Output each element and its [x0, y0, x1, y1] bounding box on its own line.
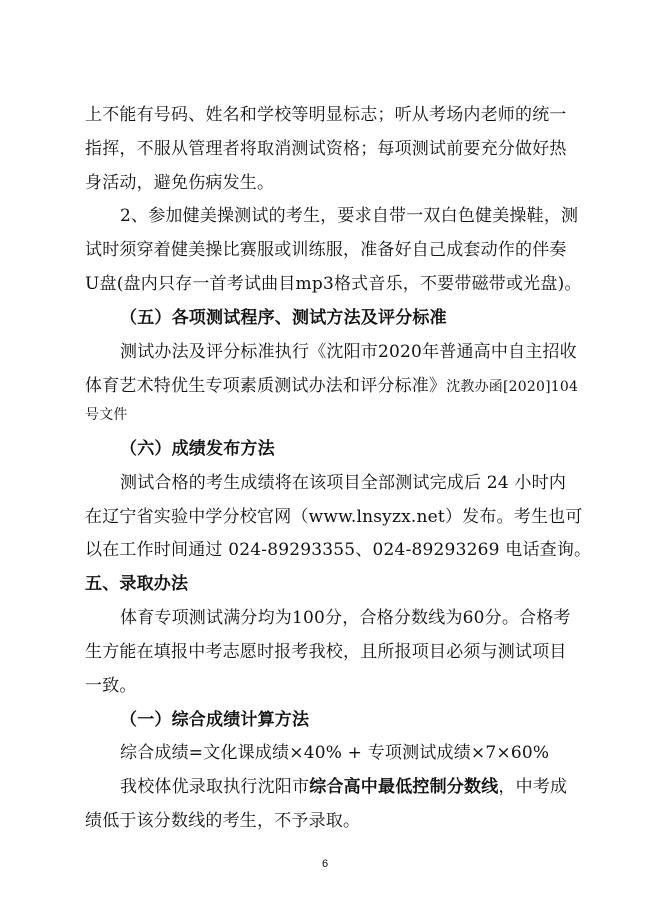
text-line-9	[85, 375, 578, 398]
text-line-14: 以在工作时间通过 024-89293355、024-89293269 电话查询。	[85, 540, 592, 561]
text-line-9-main: 体育艺术特优生专项素质测试办法和评分标准》	[85, 375, 447, 396]
page-number: 6	[321, 858, 329, 870]
text-line-21-end: ，中考成	[498, 777, 568, 798]
text-line-12: 测试合格的考生成绩将在该项目全部测试完成后 24 小时内	[120, 472, 567, 493]
control-score-line-term: 综合高中最低控制分数线	[309, 777, 499, 798]
text-line-18: 一致。	[85, 675, 137, 696]
section-heading-composite: （一）综合成绩计算方法	[120, 709, 310, 730]
text-line-10: 号文件	[85, 407, 128, 424]
text-line-3: 身活动，避免伤病发生。	[85, 172, 275, 193]
text-line-4: 2、参加健美操测试的考生，要求自带一双白色健美操鞋，测	[120, 206, 579, 227]
text-line-6: U盘(盘内只存一首考试曲目mp3格式音乐，不要带磁带或光盘)。	[85, 274, 582, 295]
text-line-13: 在辽宁省实验中学分校官网（www.lnsyzx.net）发布。考生也可	[85, 506, 583, 527]
text-line-21	[120, 776, 567, 798]
formula-line: 综合成绩=文化课成绩×40% + 专项测试成绩×7×60%	[120, 743, 550, 764]
text-line-8: 测试办法及评分标准执行《沈阳市2020年普通高中自主招收	[120, 341, 577, 362]
text-line-2: 指挥，不服从管理者将取消测试资格；每项测试前要充分做好热	[85, 138, 567, 159]
text-line-21-start: 我校体优录取执行沈阳市	[120, 777, 310, 798]
text-line-22: 绩低于该分数线的考生，不予录取。	[85, 811, 361, 831]
text-line-16: 体育专项测试满分均为100分，合格分数线为60分。合格考	[120, 608, 571, 628]
section-heading-six: （六）成绩发布方法	[120, 438, 275, 459]
text-line-1: 上不能有号码、姓名和学校等明显标志；听从考场内老师的统一	[85, 105, 567, 125]
section-heading-admission: 五、录取办法	[85, 574, 189, 595]
text-line-17: 生方能在填报中考志愿时报考我校，且所报项目必须与测试项目	[85, 641, 567, 662]
document-reference: 沈教办函[2020]104	[446, 378, 579, 395]
text-line-5: 试时须穿着健美操比赛服或训练服，准备好自己成套动作的伴奏	[85, 240, 567, 261]
section-heading-five: （五）各项测试程序、测试方法及评分标准	[120, 307, 447, 328]
